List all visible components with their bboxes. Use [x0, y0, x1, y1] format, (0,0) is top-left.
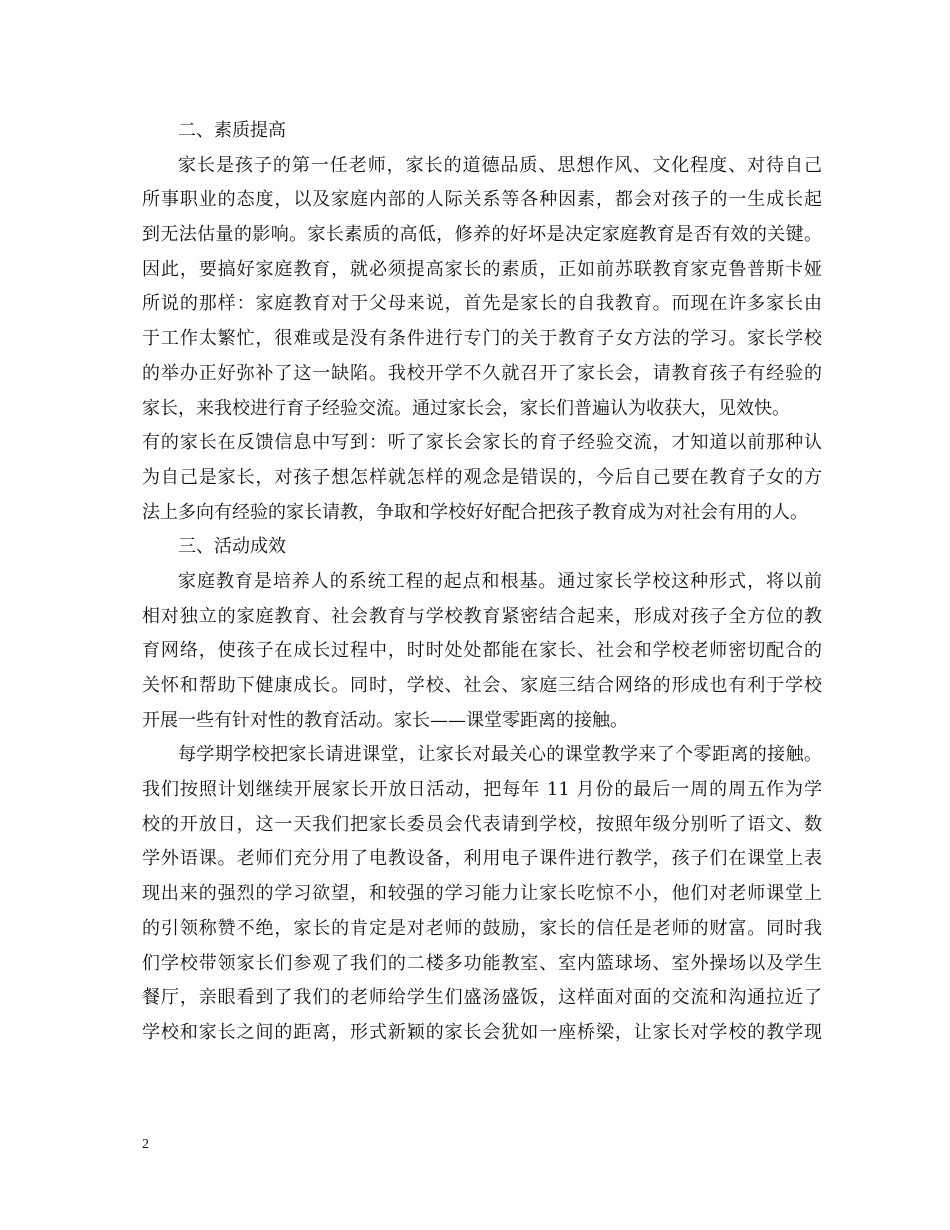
text-line: 我们按照计划继续开展家长开放日活动，把每年 11 月份的最后一周的周五作为学	[142, 779, 822, 801]
section-heading: 二、素质提高	[178, 120, 286, 141]
text-line: 相对独立的家庭教育、社会教育与学校教育紧密结合起来，形成对孩子全方位的教	[142, 605, 822, 627]
text-line: 法上多向有经验的家长请教，争取和学校好好配合把孩子教育成为对社会有用的人。	[142, 501, 808, 523]
text-line: 有的家长在反馈信息中写到：听了家长会家长的育子经验交流，才知道以前那种认	[142, 432, 822, 454]
text-line: 家长，来我校进行育子经验交流。通过家长会，家长们普遍认为收获大，见效快。	[142, 397, 790, 419]
text-line: 现出来的强烈的学习欲望，和较强的学习能力让家长吃惊不小，他们对老师课堂上	[142, 883, 822, 905]
text-line: 所说的那样：家庭教育对于父母来说，首先是家长的自我教育。而现在许多家长由	[142, 293, 822, 315]
text-line: 育网络，使孩子在成长过程中，时时处处都能在家长、社会和学校老师密切配合的	[142, 640, 822, 662]
text-line: 家庭教育是培养人的系统工程的起点和根基。通过家长学校这种形式，将以前	[178, 570, 822, 592]
text-line: 为自己是家长，对孩子想怎样就怎样的观念是错误的，今后自己要在教育子女的方	[142, 466, 822, 488]
text-line: 的引领称赞不绝，家长的肯定是对老师的鼓励，家长的信任是老师的财富。同时我	[142, 917, 822, 939]
text-line: 关怀和帮助下健康成长。同时，学校、社会、家庭三结合网络的形成也有利于学校	[142, 675, 822, 696]
text-line: 餐厅，亲眼看到了我们的老师给学生们盛汤盛饭，这样面对面的交流和沟通拉近了	[142, 987, 822, 1009]
text-line: 所事职业的态度，以及家庭内部的人际关系等各种因素，都会对孩子的一生成长起	[142, 189, 822, 211]
text-line: 因此，要搞好家庭教育，就必须提高家长的素质，正如前苏联教育家克鲁普斯卡娅	[142, 258, 822, 280]
text-line: 每学期学校把家长请进课堂，让家长对最关心的课堂教学来了个零距离的接触。	[178, 744, 822, 766]
section-heading: 三、活动成效	[178, 536, 286, 558]
text-line: 学外语课。老师们充分用了电教设备，利用电子课件进行教学，孩子们在课堂上表	[142, 848, 822, 870]
document-body	[142, 114, 822, 1051]
text-line: 的举办正好弥补了这一缺陷。我校开学不久就召开了家长会，请教育孩子有经验的	[142, 362, 822, 384]
text-line: 校的开放日，这一天我们把家长委员会代表请到学校，按照年级分别听了语文、数	[142, 813, 822, 835]
text-line: 家长是孩子的第一任老师，家长的道德品质、思想作风、文化程度、对待自己	[178, 154, 822, 176]
text-line: 学校和家长之间的距离，形式新颖的家长会犹如一座桥梁，让家长对学校的教学现	[142, 1021, 822, 1043]
text-line: 到无法估量的影响。家长素质的高低，修养的好坏是决定家庭教育是否有效的关键。	[142, 224, 822, 246]
text-line: 于工作太繁忙，很难或是没有条件进行专门的关于教育子女方法的学习。家长学校	[142, 328, 822, 350]
page-number: 2	[142, 1137, 149, 1152]
text-line: 们学校带领家长们参观了我们的二楼多功能教室、室内篮球场、室外操场以及学生	[142, 952, 822, 974]
text-line: 开展一些有针对性的教育活动。家长——课堂零距离的接触。	[142, 709, 628, 731]
